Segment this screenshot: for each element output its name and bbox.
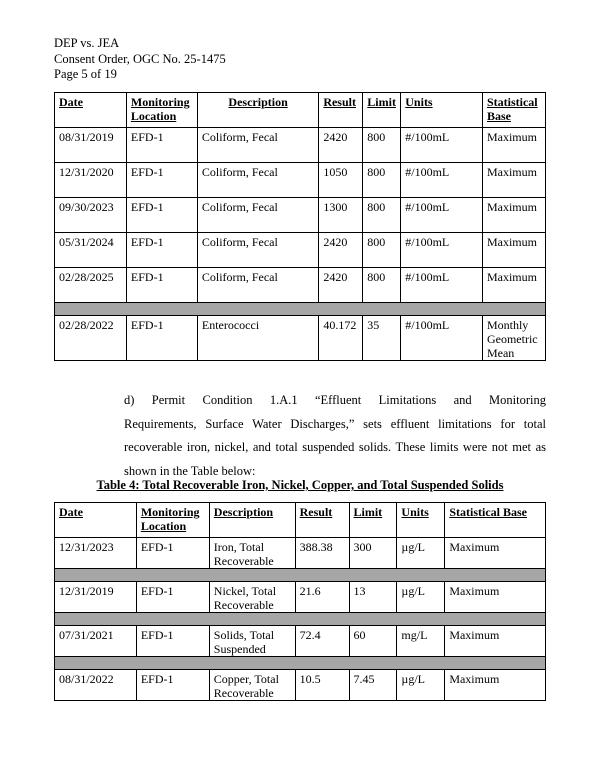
table-row: [55, 538, 546, 569]
column-header: Date: [55, 503, 137, 538]
column-header: Units: [397, 503, 445, 538]
column-header: Statistical Base: [445, 503, 546, 538]
table-cell: 800: [363, 198, 401, 233]
table-cell: EFD-1: [136, 626, 209, 657]
order-number: Consent Order, OGC No. 25-1475: [54, 51, 226, 66]
table-cell: Enterococci: [197, 316, 318, 361]
table-cell: Maximum: [445, 670, 546, 701]
table-cell: EFD-1: [136, 670, 209, 701]
table-cell: µg/L: [397, 538, 445, 569]
table-cell: Nickel, Total Recoverable: [209, 582, 295, 613]
table-cell: #/100mL: [401, 268, 483, 303]
table-cell: EFD-1: [126, 233, 197, 268]
coliform-enterococci-table: [54, 92, 546, 361]
table-cell: Maximum: [482, 268, 545, 303]
table-cell: 2420: [319, 268, 363, 303]
column-header: Monitoring Location: [136, 503, 209, 538]
table-row: [55, 163, 546, 198]
table-cell: Maximum: [482, 198, 545, 233]
table-cell: 05/31/2024: [55, 233, 127, 268]
table-cell: #/100mL: [401, 163, 483, 198]
table-row: [55, 233, 546, 268]
table-cell: 2420: [319, 233, 363, 268]
table-cell: 02/28/2025: [55, 268, 127, 303]
table-cell: #/100mL: [401, 198, 483, 233]
table-cell: EFD-1: [136, 538, 209, 569]
separator-row: [55, 657, 546, 670]
table-cell: EFD-1: [126, 316, 197, 361]
column-header: Result: [295, 503, 349, 538]
table-cell: 13: [349, 582, 397, 613]
table-cell: Coliform, Fecal: [197, 163, 318, 198]
table-row: [55, 128, 546, 163]
case-title: DEP vs. JEA: [54, 36, 120, 50]
paragraph-line: shown in the Table below:: [124, 463, 256, 478]
table-cell: 08/31/2022: [55, 670, 137, 701]
table-cell: 800: [363, 268, 401, 303]
table-cell: Solids, Total Suspended: [209, 626, 295, 657]
table-cell: 388.38: [295, 538, 349, 569]
table-cell: 35: [363, 316, 401, 361]
table-cell: 12/31/2019: [55, 582, 137, 613]
separator-row: [55, 613, 546, 626]
table-cell: Maximum: [445, 538, 546, 569]
table-cell: 12/31/2020: [55, 163, 127, 198]
table-cell: 1050: [319, 163, 363, 198]
column-header: Limit: [349, 503, 397, 538]
table-cell: #/100mL: [401, 128, 483, 163]
table-cell: 08/31/2019: [55, 128, 127, 163]
table-cell: 7.45: [349, 670, 397, 701]
table-header-row: [55, 93, 546, 128]
separator-cell: [55, 613, 546, 626]
column-header: Date: [55, 93, 127, 128]
table-row: [55, 316, 546, 361]
table-cell: 800: [363, 128, 401, 163]
table-row: [55, 582, 546, 613]
table-cell: 300: [349, 538, 397, 569]
table-cell: #/100mL: [401, 233, 483, 268]
paragraph-line: recoverable iron, nickel, and total suspended solids. These limits were not met as: [124, 440, 546, 454]
metals-solids-table: [54, 502, 546, 701]
column-header: Description: [197, 93, 318, 128]
table-cell: 60: [349, 626, 397, 657]
separator-row: [55, 303, 546, 316]
column-header: Result: [319, 93, 363, 128]
table-cell: Coliform, Fecal: [197, 128, 318, 163]
table-row: [55, 670, 546, 701]
table-cell: Maximum: [482, 163, 545, 198]
separator-cell: [55, 569, 546, 582]
page-header: [54, 36, 226, 83]
table-cell: Coliform, Fecal: [197, 198, 318, 233]
permit-condition-paragraph: [124, 389, 546, 483]
table-cell: mg/L: [397, 626, 445, 657]
table-header-row: [55, 503, 546, 538]
table-cell: 02/28/2022: [55, 316, 127, 361]
table-cell: µg/L: [397, 670, 445, 701]
table-cell: 40.172: [319, 316, 363, 361]
table-cell: 800: [363, 233, 401, 268]
table-cell: EFD-1: [136, 582, 209, 613]
separator-cell: [55, 303, 546, 316]
table-cell: Coliform, Fecal: [197, 233, 318, 268]
table-cell: Maximum: [445, 582, 546, 613]
table-cell: #/100mL: [401, 316, 483, 361]
table-cell: Maximum: [445, 626, 546, 657]
table-cell: 09/30/2023: [55, 198, 127, 233]
table-cell: Maximum: [482, 233, 545, 268]
column-header: Description: [209, 503, 295, 538]
table-cell: EFD-1: [126, 268, 197, 303]
table-cell: Monthly Geometric Mean: [482, 316, 545, 361]
table-cell: 2420: [319, 128, 363, 163]
table-cell: 12/31/2023: [55, 538, 137, 569]
separator-row: [55, 569, 546, 582]
column-header: Statistical Base: [482, 93, 545, 128]
table-cell: EFD-1: [126, 128, 197, 163]
table-cell: 1300: [319, 198, 363, 233]
paragraph-line: Requirements, Surface Water Discharges,” sets effluent limitations for total: [124, 416, 546, 431]
table-cell: 21.6: [295, 582, 349, 613]
table-cell: Coliform, Fecal: [197, 268, 318, 303]
table-cell: Iron, Total Recoverable: [209, 538, 295, 569]
table-cell: 10.5: [295, 670, 349, 701]
column-header: Units: [401, 93, 483, 128]
column-header: Limit: [363, 93, 401, 128]
table-cell: 800: [363, 163, 401, 198]
table-cell: µg/L: [397, 582, 445, 613]
table-caption: Table 4: Total Recoverable Iron, Nickel, Copper, and Total Suspended Solids: [96, 478, 504, 492]
paragraph-line: d) Permit Condition 1.A.1 “Effluent Limitations and Monitoring: [124, 393, 546, 407]
separator-cell: [55, 657, 546, 670]
table-row: [55, 198, 546, 233]
table-row: [55, 268, 546, 303]
table-cell: Maximum: [482, 128, 545, 163]
page-number: Page 5 of 19: [54, 67, 117, 81]
table-cell: EFD-1: [126, 198, 197, 233]
column-header: Monitoring Location: [126, 93, 197, 128]
table-cell: 72.4: [295, 626, 349, 657]
table-cell: 07/31/2021: [55, 626, 137, 657]
table-cell: EFD-1: [126, 163, 197, 198]
table-row: [55, 626, 546, 657]
table-cell: Copper, Total Recoverable: [209, 670, 295, 701]
